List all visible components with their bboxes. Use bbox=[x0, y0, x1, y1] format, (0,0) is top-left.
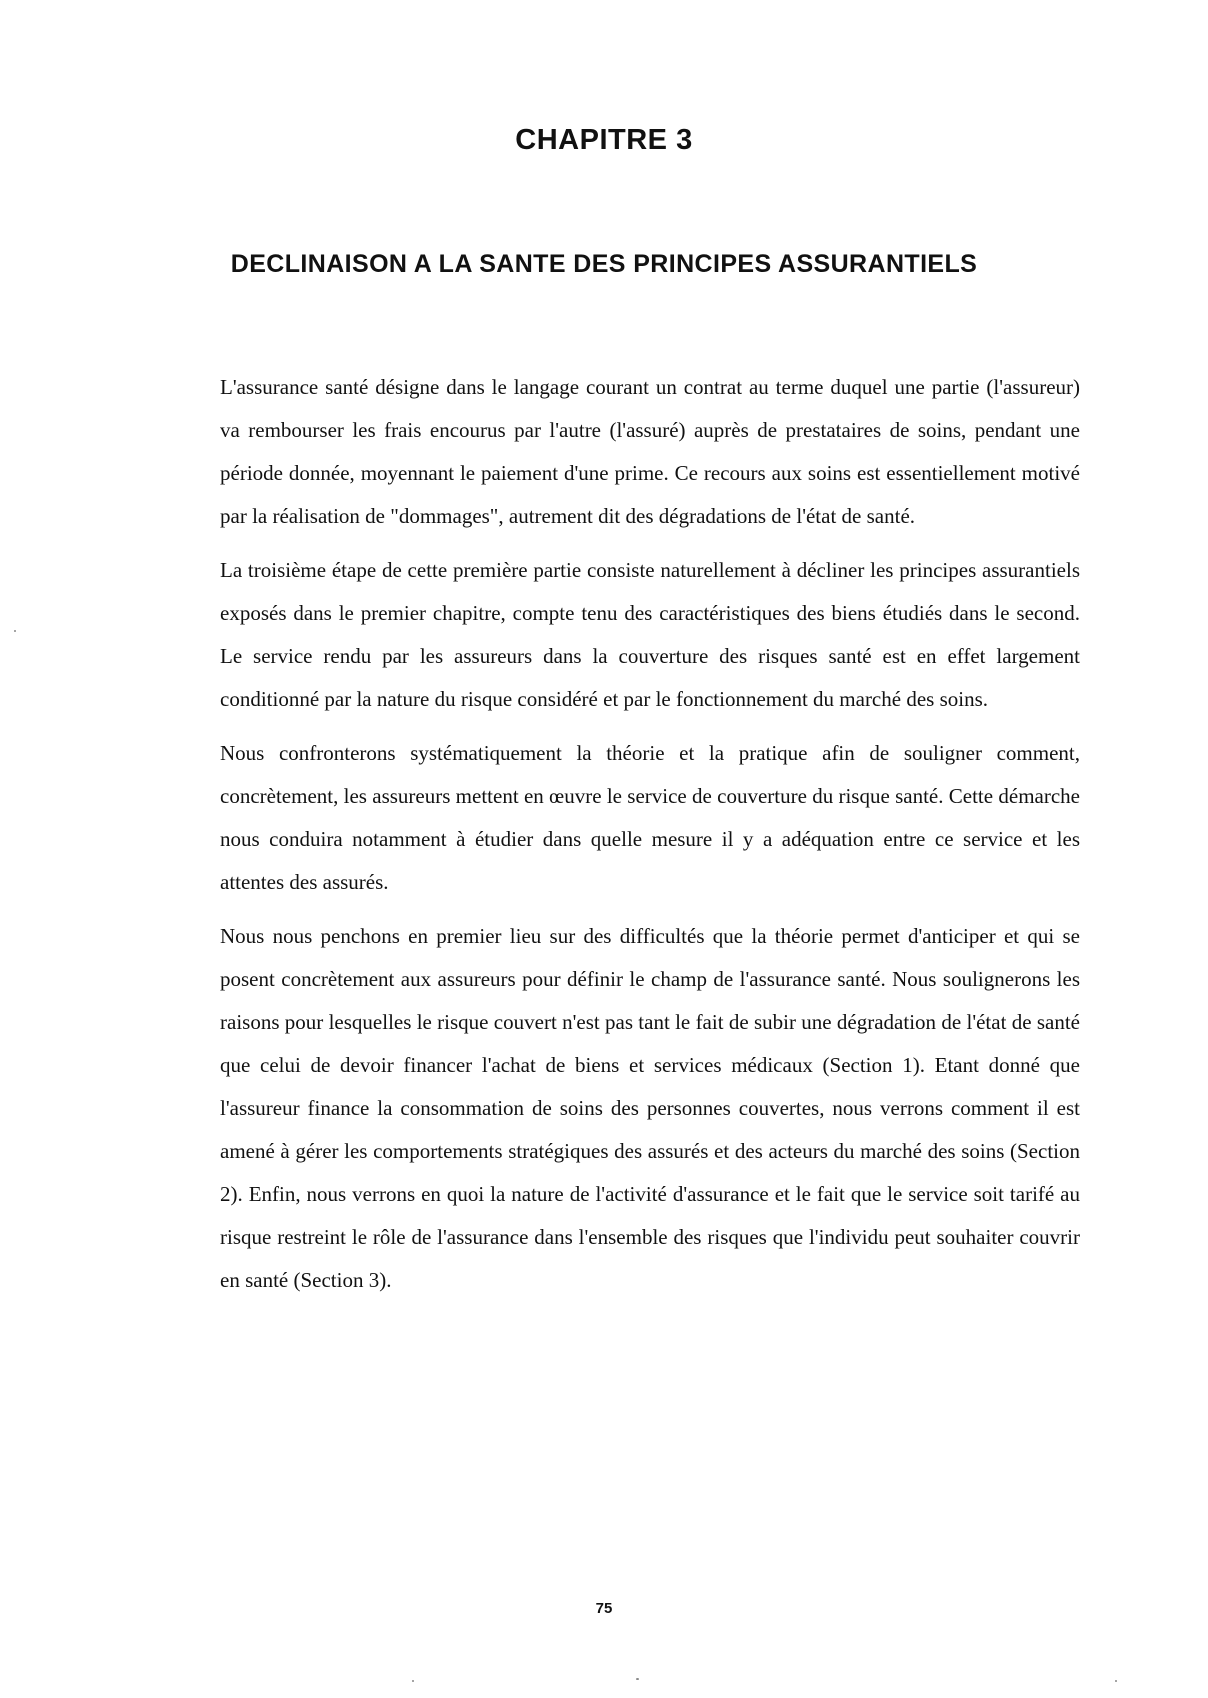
scan-speck bbox=[1115, 1680, 1117, 1682]
page-number: 75 bbox=[595, 1600, 613, 1617]
paragraph: Nous confronterons systématiquement la théorie et la pratique afin de souligner comment, concrètement, les assureurs mettent en œuvre le service de couverture du risque santé. Cette démarche nous conduira notamment à étudier dans quelle mesure il y a adéquation entre ce service et les attentes des assurés. bbox=[220, 741, 1080, 894]
scan-speck bbox=[14, 630, 16, 632]
paragraph: L'assurance santé désigne dans le langage courant un contrat au terme duquel une partie (l'assureur) va rembourser les frais encourus par l'autre (l'assuré) auprès de prestataires de soins, pendant une période donnée, moyennant le paiement d'une prime. Ce recours aux soins est essentiellement motivé par la réalisation de "dommages", autrement dit des dégradations de l'état de santé. bbox=[220, 375, 1080, 528]
paragraph: Nous nous penchons en premier lieu sur des difficultés que la théorie permet d'anticiper et qui se posent concrètement aux assureurs pour définir le champ de l'assurance santé. Nous soulignerons les raisons pour lesquelles le risque couvert n'est pas tant le fait de subir une dégradation de l'état de santé que celui de devoir financer l'achat de biens et services médicaux (Section 1). Etant donné que l'assureur finance la consommation de soins des personnes couvertes, nous verrons comment il est amené à gérer les comportements stratégiques des assurés et des acteurs du marché des soins (Section 2). Enfin, nous verrons en quoi la nature de l'activité d'assurance et le fait que le service soit tarifé au risque restreint le rôle de l'assurance dans l'ensemble des risques que l'individu peut souhaiter couvrir en santé (Section 3). bbox=[220, 924, 1080, 1292]
scan-speck bbox=[636, 1678, 639, 1680]
body-text bbox=[220, 366, 1080, 1313]
scan-speck bbox=[412, 1680, 414, 1682]
chapter-title: DECLINAISON A LA SANTE DES PRINCIPES ASSURANTIELS bbox=[230, 250, 978, 278]
paragraph: La troisième étape de cette première partie consiste naturellement à décliner les principes assurantiels exposés dans le premier chapitre, compte tenu des caractéristiques des biens étudiés dans le second. Le service rendu par les assureurs dans la couverture des risques santé est en effet largement conditionné par la nature du risque considéré et par le fonctionnement du marché des soins. bbox=[220, 558, 1080, 711]
chapter-number: CHAPITRE 3 bbox=[515, 124, 693, 156]
